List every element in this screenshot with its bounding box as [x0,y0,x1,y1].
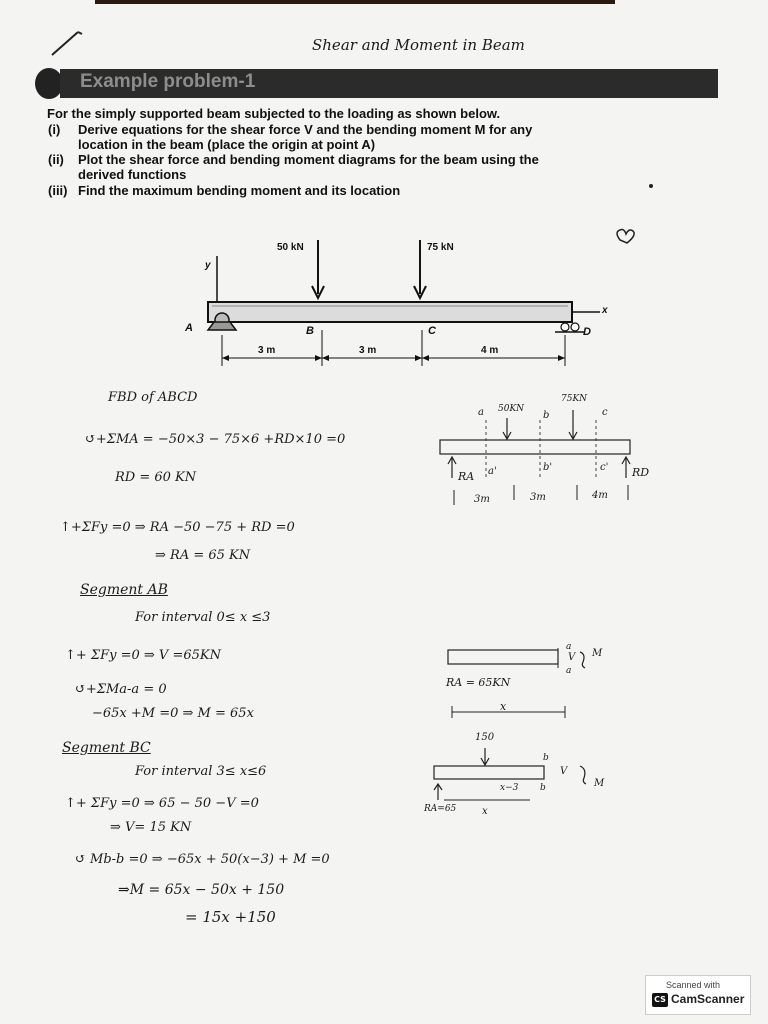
ab-v-label: V [568,652,576,663]
fbd-title: FBD of ABCD [108,390,198,405]
segment-ab-title: Segment AB [80,582,168,598]
camscanner-logo-icon: CS [652,993,668,1007]
item-1-line-1: Derive equations for the shear force V and the bending moment M for any [78,122,533,137]
scanned-with-label: Scanned with [666,980,721,990]
point-a-label: A [185,322,193,334]
banner-label: Example problem-1 [80,71,256,92]
fbd-load-75: 75KN [561,394,588,404]
load-50-label: 50 kN [277,242,304,253]
fbd-load-50: 50KN [498,404,525,414]
segment-ab-interval: For interval 0≤ x ≤3 [135,610,271,625]
bc-sketch-beam [434,766,544,779]
fbd-dim-1: 3m [474,494,490,505]
segment-bc-interval: For interval 3≤ x≤6 [135,764,267,779]
ab-cut-a2: a [566,666,572,676]
ab-m-label: M [592,648,603,659]
segment-ab-moment: ↺+ΣMa-a = 0 [75,682,167,697]
bc-x-label: x [482,806,488,817]
y-label: y [205,260,211,271]
item-1-line-2: location in the beam (place the origin at point A) [78,137,376,152]
segment-bc-moment-3: = 15x +150 [185,908,276,926]
span-2-label: 3 m [359,345,377,356]
point-b-label: B [306,325,314,337]
fbd-ra: RA [458,470,475,483]
point-c-label: C [428,325,436,337]
item-3-line-1: Find the maximum bending moment and its location [78,183,401,198]
camscanner-stamp [645,975,751,1015]
bc-m-label: M [594,778,605,789]
item-3-num: (iii) [48,183,68,198]
item-2-num: (ii) [48,152,64,167]
point-d-label: D [583,326,591,338]
ab-ra-label: RA = 65KN [446,676,511,689]
segment-bc-fy: ↑+ ΣFy =0 ⇒ 65 − 50 −V =0 [65,796,259,811]
fbd-cut-b2: b' [543,462,553,473]
fbd-dim-2: 3m [530,492,546,503]
bc-v-label: V [560,766,568,777]
eq-rd: RD = 60 KN [115,470,197,485]
load-75-label: 75 kN [427,242,454,253]
x-label: x [602,305,608,316]
bc-cut-b: b [543,753,549,763]
fbd-cut-b: b [543,410,550,421]
bc-xm3-label: x−3 [500,783,519,793]
fbd-sketch-beam [440,440,630,454]
fbd-rd: RD [632,466,650,479]
segment-bc-moment: ↺ Mb-b =0 ⇒ −65x + 50(x−3) + M =0 [75,852,330,867]
bc-ra-label: RA=65 [424,804,457,814]
fbd-cut-c: c [602,407,608,418]
span-1-label: 3 m [258,345,276,356]
ab-sketch-beam [448,650,558,664]
problem-intro: For the simply supported beam subjected to the loading as shown below. [47,106,501,121]
bc-cut-b2: b [540,783,546,793]
fbd-cut-a: a [478,407,484,418]
fbd-cut-a2: a' [488,466,497,477]
item-2-line-2: derived functions [78,167,187,182]
fbd-cut-c2: c' [600,462,609,473]
span-3-label: 4 m [481,345,499,356]
segment-bc-moment-2: ⇒M = 65x − 50x + 150 [118,882,285,898]
item-1-num: (i) [48,122,61,137]
page-title: Shear and Moment in Beam [312,36,525,54]
eq-sum-fy: ↑+ΣFy =0 ⇒ RA −50 −75 + RD =0 [60,520,295,535]
ab-x-label: x [500,700,507,713]
segment-bc-v: ⇒ V= 15 KN [110,820,192,835]
eq-ra: ⇒ RA = 65 KN [155,548,251,563]
item-2-line-1: Plot the shear force and bending moment diagrams for the beam using the [78,152,539,167]
bc-load-label: 150 [475,732,495,743]
fbd-dim-3: 4m [592,490,608,501]
segment-bc-title: Segment BC [62,740,151,756]
segment-ab-fy: ↑+ ΣFy =0 ⇒ V =65KN [65,648,221,663]
camscanner-label: CamScanner [671,992,745,1006]
segment-ab-moment-result: −65x +M =0 ⇒ M = 65x [92,706,254,721]
ab-cut-a: a [566,642,572,652]
eq-moment-a: ↺+ΣMA = −50×3 − 75×6 +RD×10 =0 [85,432,346,447]
